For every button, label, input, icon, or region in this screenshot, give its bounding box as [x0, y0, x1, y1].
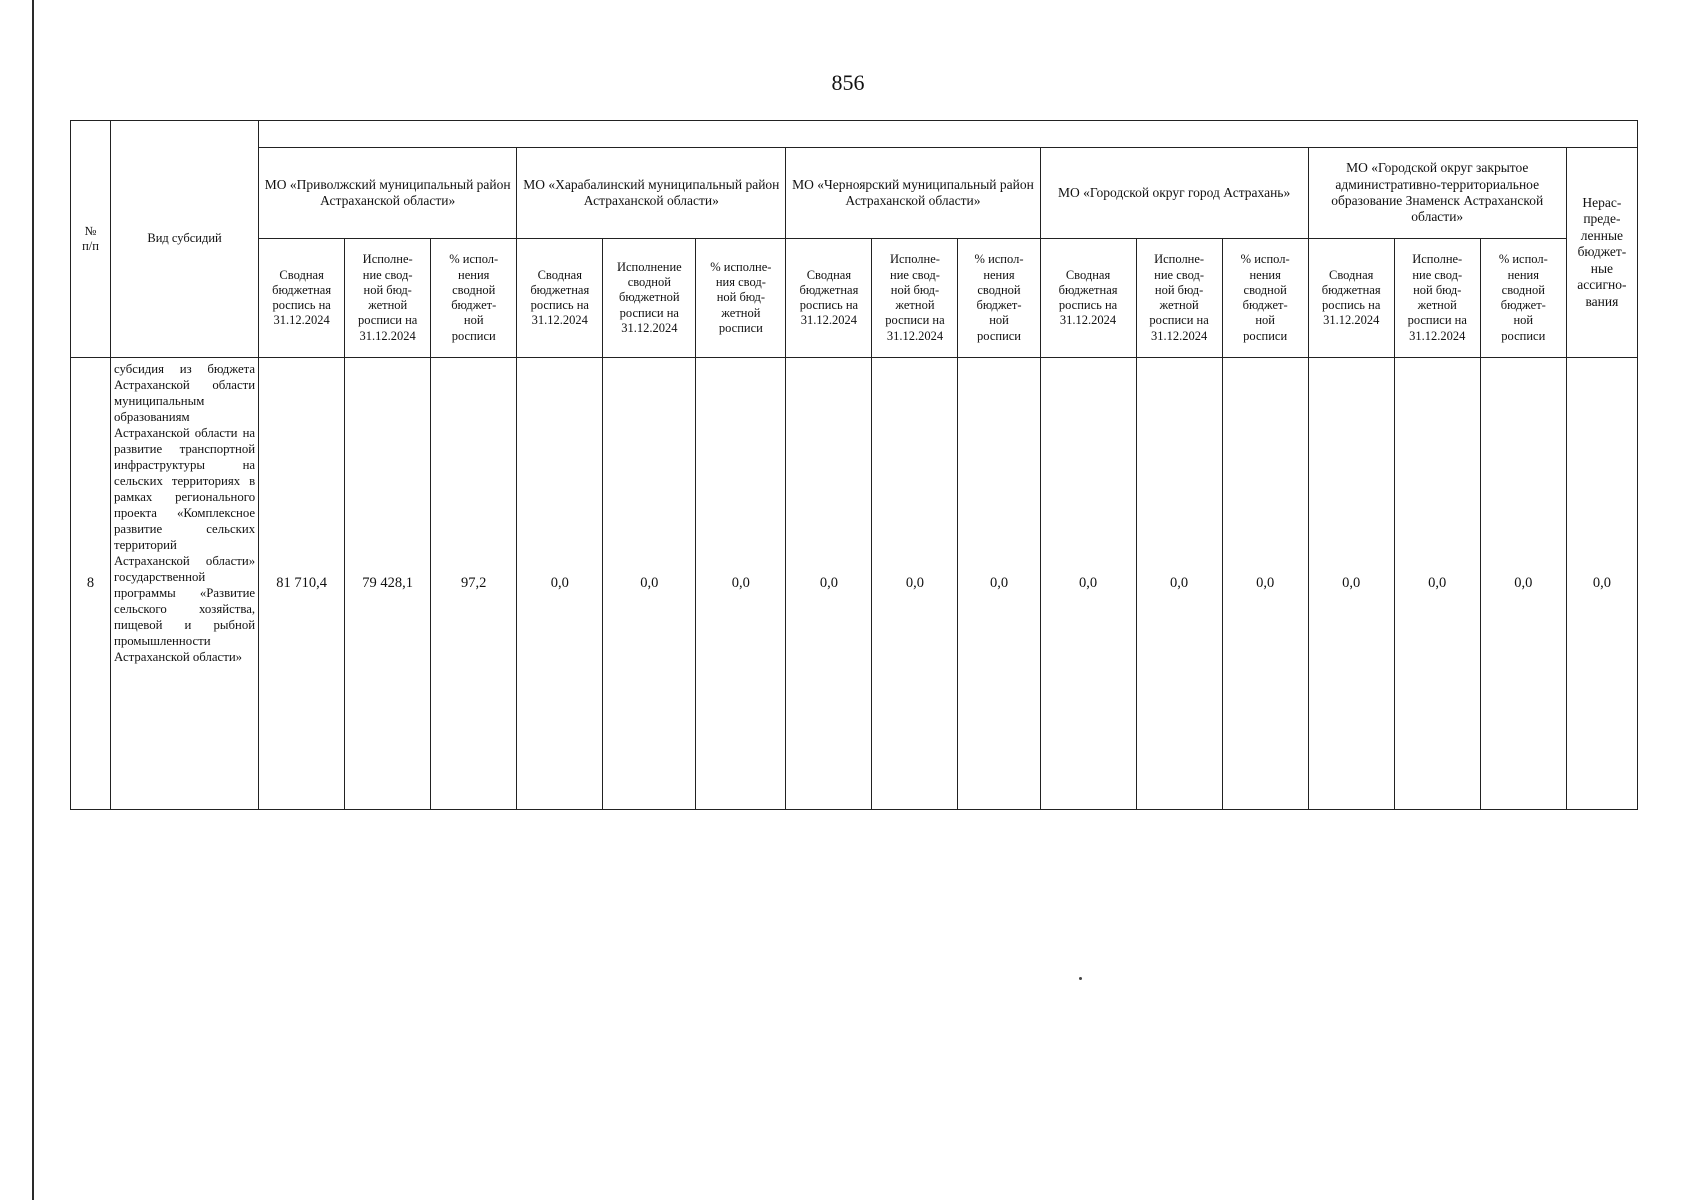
- value-cell: 0,0: [872, 358, 958, 810]
- header-subcolumn: Сводная бюджетная роспись на 31.12.2024: [259, 239, 345, 358]
- page-number: 856: [831, 70, 865, 95]
- value-cell: 0,0: [1040, 358, 1136, 810]
- header-mo-group: МО «Городской округ город Астрахань»: [1040, 148, 1308, 239]
- header-subcolumn: Сводная бюджетная роспись на 31.12.2024: [1308, 239, 1394, 358]
- value-cell: 79 428,1: [345, 358, 431, 810]
- value-cell: 0,0: [1566, 358, 1637, 810]
- header-subcolumn: % испол- нения сводной бюджет- ной росписи: [958, 239, 1040, 358]
- header-subcolumn: Исполне- ние свод- ной бюд- жетной росписи на 31.12.2024: [872, 239, 958, 358]
- value-cell: 0,0: [958, 358, 1040, 810]
- header-subcolumn: Сводная бюджетная роспись на 31.12.2024: [786, 239, 872, 358]
- header-subcolumn-row: [71, 239, 1638, 358]
- value-cell: 0,0: [1136, 358, 1222, 810]
- header-blank-band: [259, 121, 1638, 148]
- value-cell: 0,0: [1394, 358, 1480, 810]
- value-cell: 0,0: [603, 358, 696, 810]
- header-subcolumn: Исполнение сводной бюджетной росписи на 31.12.2024: [603, 239, 696, 358]
- value-cell: 0,0: [786, 358, 872, 810]
- value-cell: 97,2: [431, 358, 517, 810]
- header-mo-group: МО «Городской округ закрытое административно-территориальное образование Знаменск Астраханской области»: [1308, 148, 1566, 239]
- header-subcolumn: Исполне- ние свод- ной бюд- жетной росписи на 31.12.2024: [345, 239, 431, 358]
- header-subcolumn: % испол- нения сводной бюджет- ной росписи: [431, 239, 517, 358]
- value-cell: 81 710,4: [259, 358, 345, 810]
- subsidy-table: [70, 120, 1638, 810]
- value-cell: 0,0: [696, 358, 786, 810]
- header-subsidy-type-cell: Вид субсидий: [111, 121, 259, 358]
- header-number-cell: № п/п: [71, 121, 111, 358]
- header-top-row: [71, 121, 1638, 148]
- header-subcolumn: % испол- нения сводной бюджет- ной росписи: [1222, 239, 1308, 358]
- header-subcolumn: Исполне- ние свод- ной бюд- жетной росписи на 31.12.2024: [1136, 239, 1222, 358]
- value-cell: 0,0: [1480, 358, 1566, 810]
- header-subcolumn: Сводная бюджетная роспись на 31.12.2024: [1040, 239, 1136, 358]
- row-description-cell: субсидия из бюджета Астраханской области муниципальным образованиям Астраханской области на развитие транспортной инфраструктуры на сельских территориях в рамках регионального проекта «Комплексное развитие сельских территорий Астраханской области» государственной программы «Развитие сельского хозяйства, пищевой и рыбной промышленности Астраханской области»: [111, 358, 259, 810]
- header-subcolumn: % исполне- ния свод- ной бюд- жетной росписи: [696, 239, 786, 358]
- header-mo-row: [71, 148, 1638, 239]
- scan-speck: [1079, 977, 1082, 980]
- header-unallocated-cell: Нерас- преде- ленные бюджет- ные ассигно- вания: [1566, 148, 1637, 358]
- row-number-cell: 8: [71, 358, 111, 810]
- left-margin-line: [32, 0, 34, 1200]
- value-cell: 0,0: [517, 358, 603, 810]
- value-cell: 0,0: [1308, 358, 1394, 810]
- header-mo-group: МО «Харабалинский муниципальный район Астраханской области»: [517, 148, 786, 239]
- table-row: [71, 358, 1638, 810]
- value-cell: 0,0: [1222, 358, 1308, 810]
- header-mo-group: МО «Черноярский муниципальный район Астраханской области»: [786, 148, 1040, 239]
- header-subcolumn: Сводная бюджетная роспись на 31.12.2024: [517, 239, 603, 358]
- header-subcolumn: Исполне- ние свод- ной бюд- жетной росписи на 31.12.2024: [1394, 239, 1480, 358]
- header-subcolumn: % испол- нения сводной бюджет- ной росписи: [1480, 239, 1566, 358]
- header-mo-group: МО «Приволжский муниципальный район Астраханской области»: [259, 148, 517, 239]
